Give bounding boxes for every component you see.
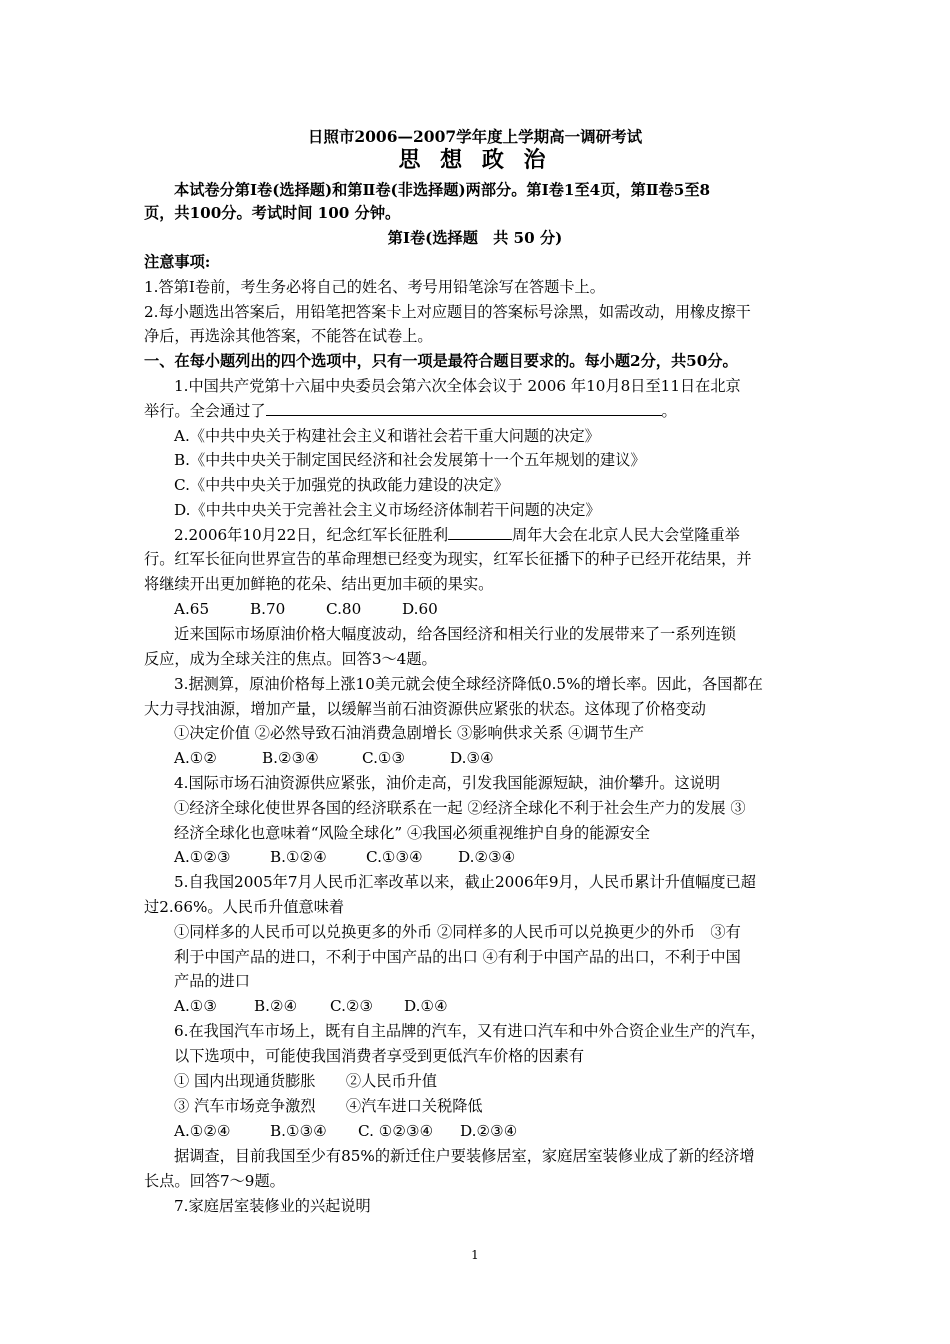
q5-line-1: 5.自我国2005年7月人民币汇率改革以来，截止2006年9月，人民币累计升值幅度已超	[174, 873, 756, 891]
note-2-line-1: 2.每小题选出答案后，用铅笔把答案卡上对应题目的答案标号涂黑，如需改动，用橡皮擦干	[144, 303, 751, 321]
q3-line-2: 大力寻找油源，增加产量，以缓解当前石油资源供应紧张的状态。这体现了价格变动	[144, 700, 706, 718]
intro-line-1: 本试卷分第Ⅰ卷(选择题)和第Ⅱ卷(非选择题)两部分。第Ⅰ卷1至4页，第Ⅱ卷5至8	[174, 181, 711, 199]
q6-line-4: ③ 汽车市场竞争激烈 ④汽车进口关税降低	[174, 1097, 483, 1115]
q6-options	[174, 1121, 517, 1141]
subject-title: 思 想 政 治	[398, 147, 552, 173]
q5-line-4: 利于中国产品的进口，不利于中国产品的出口 ④有利于中国产品的出口，不利于中国	[174, 948, 741, 966]
material-7-9-line-1: 据调查，目前我国至少有85%的新迁住户要装修居室，家庭居室装修业成了新的经济增	[174, 1147, 755, 1165]
note-1: 1.答第Ⅰ卷前，考生务必将自己的姓名、考号用铅笔涂写在答题卡上。	[144, 278, 605, 296]
q5-option-d: D.①④	[404, 997, 448, 1015]
q2-line-2: 行。红军长征向世界宣告的革命理想已经变为现实，红军长征播下的种子已经开花结果，并	[144, 550, 752, 568]
q1-option-b: B.《中共中央关于制定国民经济和社会发展第十一个五年规划的建议》	[174, 451, 646, 469]
q1-line-2	[144, 401, 677, 421]
q1-option-c: C.《中共中央关于加强党的执政能力建设的决定》	[174, 476, 509, 494]
q6-option-a: A.①②④	[174, 1122, 231, 1140]
q3-option-d: D.③④	[450, 749, 494, 767]
q2-option-d: D.60	[402, 600, 438, 618]
q6-option-d: D.②③④	[460, 1122, 518, 1140]
q5-option-a: A.①③	[174, 997, 218, 1015]
q1-option-a: A.《中共中央关于构建社会主义和谐社会若干重大问题的决定》	[174, 427, 600, 445]
exam-title: 日照市2006—2007学年度上学期高一调研考试	[307, 127, 643, 146]
q3-line-1: 3.据测算，原油价格每上涨10美元就会使全球经济降低0.5%的增长率。因此，各国都在	[174, 675, 763, 693]
q4-option-d: D.②③④	[458, 848, 516, 866]
q3-options	[174, 748, 494, 768]
notes-heading: 注意事项:	[144, 253, 211, 271]
section-heading: 一、在每小题列出的四个选项中，只有一项是最符合题目要求的。每小题2分，共50分。	[144, 352, 738, 370]
q3-option-a: A.①②	[174, 749, 218, 767]
q1-line-1: 1.中国共产党第十六届中央委员会第六次全体会议于 2006 年10月8日至11日在北京	[174, 377, 741, 395]
q2-option-a: A.65	[174, 600, 210, 618]
q2-option-b: B.70	[250, 600, 286, 618]
q4-option-a: A.①②③	[174, 848, 231, 866]
q7-line-1: 7.家庭居室装修业的兴起说明	[174, 1197, 371, 1215]
material-7-9-line-2: 长点。回答7～9题。	[144, 1172, 285, 1190]
q5-options	[174, 996, 448, 1016]
q5-option-c: C.②③	[330, 997, 374, 1015]
note-2-line-2: 净后，再选涂其他答案，不能答在试卷上。	[144, 327, 433, 345]
q5-line-2: 过2.66%。人民币升值意味着	[144, 898, 345, 916]
q3-option-b: B.②③④	[262, 749, 319, 767]
q1-option-d: D.《中共中央关于完善社会主义市场经济体制若干问题的决定》	[174, 501, 601, 519]
q6-line-1: 6.在我国汽车市场上，既有自主品牌的汽车，又有进口汽车和中外合资企业生产的汽车，	[174, 1022, 766, 1040]
q1-stem: 举行。全会通过了	[144, 402, 266, 420]
q6-line-2: 以下选项中，可能使我国消费者享受到更低汽车价格的因素有	[174, 1047, 585, 1065]
answer-blank	[266, 401, 662, 416]
q6-line-3: ① 国内出现通货膨胀 ②人民币升值	[174, 1072, 438, 1090]
q5-option-b: B.②④	[254, 997, 298, 1015]
q6-option-c: C. ①②③④	[358, 1122, 434, 1140]
q6-option-b: B.①③④	[270, 1122, 327, 1140]
q3-option-c: C.①③	[362, 749, 406, 767]
q1-end: 。	[661, 402, 677, 420]
q2-line-3: 将继续开出更加鲜艳的花朵、结出更加丰硕的果实。	[144, 575, 494, 593]
q2-options	[174, 599, 438, 619]
material-3-4-line-1: 近来国际市场原油价格大幅度波动，给各国经济和相关行业的发展带来了一系列连锁	[174, 625, 736, 643]
q2-stem-b: 周年大会在北京人民大会堂隆重举	[512, 526, 740, 544]
intro-line-2: 页，共100分。考试时间 100 分钟。	[144, 204, 401, 222]
material-3-4-line-2: 反应，成为全球关注的焦点。回答3～4题。	[144, 650, 437, 668]
q4-options	[174, 847, 515, 867]
page-number: 1	[471, 1248, 479, 1262]
q2-line-1	[174, 525, 740, 545]
part-title: 第Ⅰ卷(选择题 共 50 分)	[387, 229, 563, 247]
q2-stem-a: 2.2006年10月22日，纪念红军长征胜利	[174, 526, 449, 544]
q5-line-3: ①同样多的人民币可以兑换更多的外币 ②同样多的人民币可以兑换更少的外币 ③有	[174, 923, 741, 941]
q4-option-c: C.①③④	[366, 848, 423, 866]
q3-line-3: ①决定价值 ②必然导致石油消费急剧增长 ③影响供求关系 ④调节生产	[174, 724, 645, 742]
q5-line-5: 产品的进口	[174, 972, 250, 990]
q2-option-c: C.80	[326, 600, 362, 618]
q4-line-2: ①经济全球化使世界各国的经济联系在一起 ②经济全球化不利于社会生产力的发展 ③	[174, 799, 746, 817]
answer-blank	[448, 525, 512, 540]
q4-option-b: B.①②④	[270, 848, 327, 866]
q4-line-3: 经济全球化也意味着“风险全球化” ④我国必须重视维护自身的能源安全	[174, 824, 650, 842]
q4-line-1: 4.国际市场石油资源供应紧张，油价走高，引发我国能源短缺，油价攀升。这说明	[174, 774, 721, 792]
